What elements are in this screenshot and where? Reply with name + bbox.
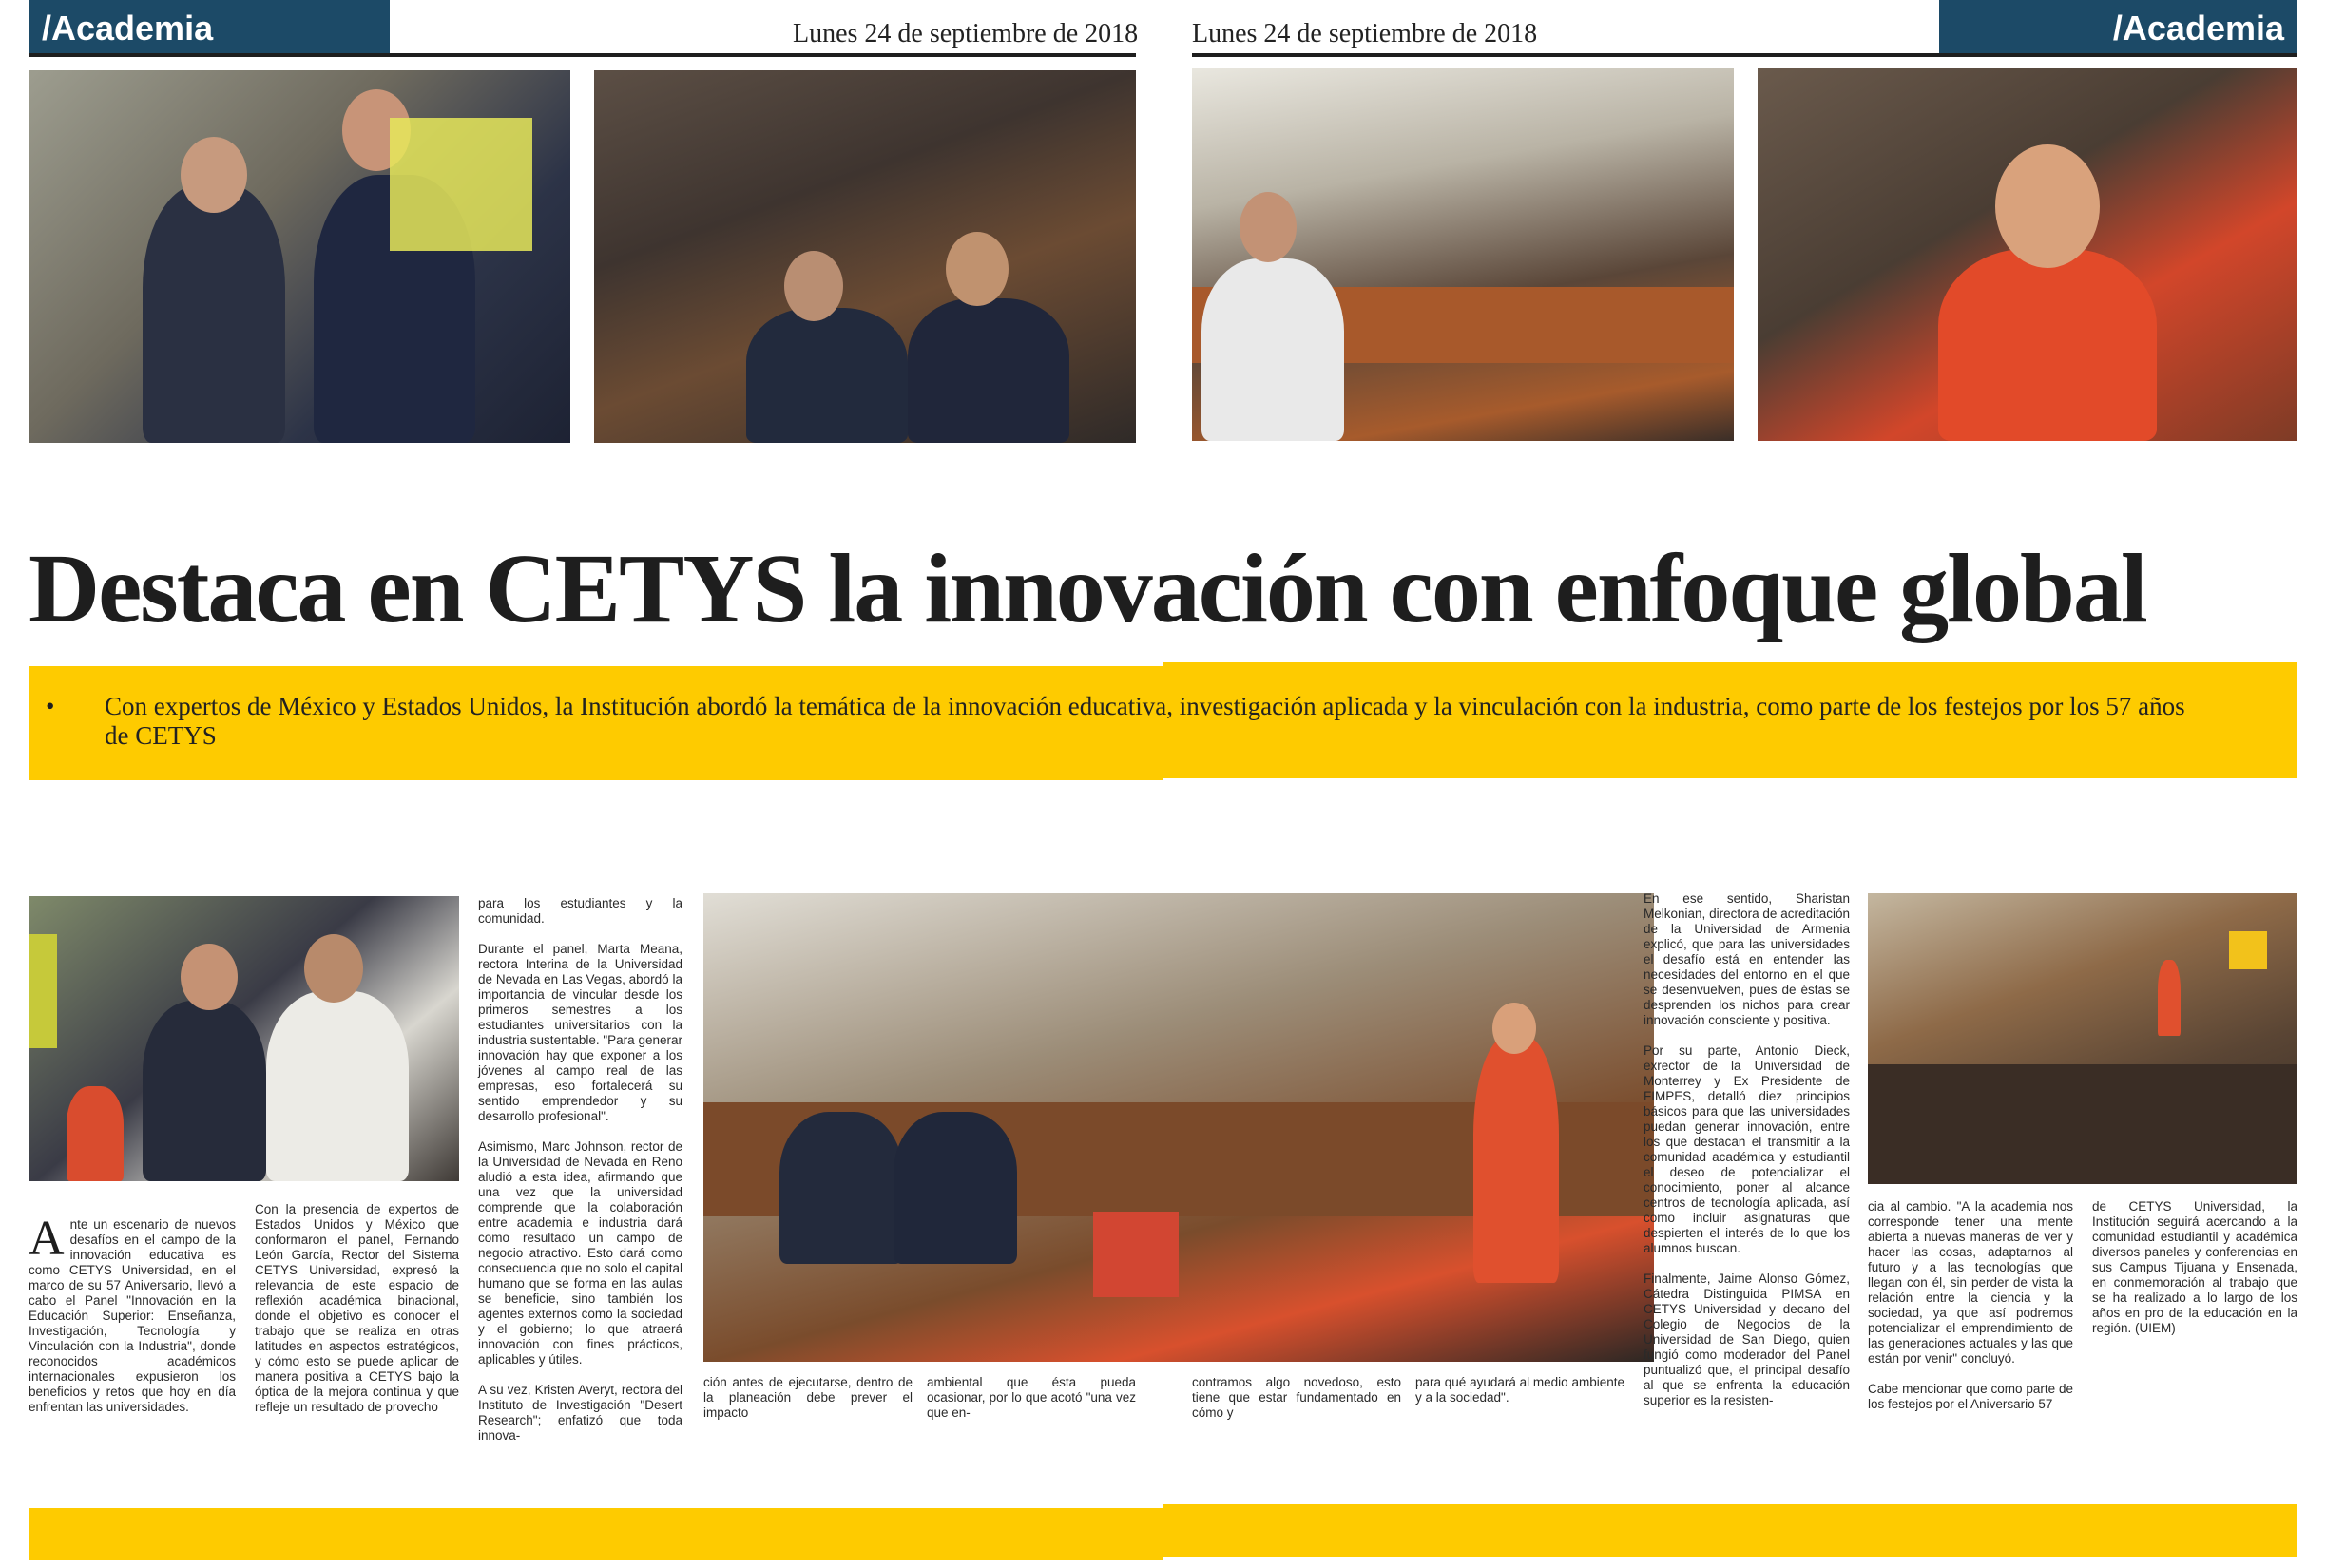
- photo-handshake-book: [29, 70, 570, 443]
- body-column-7: para qué ayudará al medio ambiente y a la sociedad".: [1415, 1375, 1624, 1405]
- body-column-4: ción antes de ejecutarse, dentro de la planeación debe prever el impacto: [703, 1375, 913, 1420]
- body-column-8: En ese sentido, Sharistan Melkonian, directora de acreditación de la Universidad de Armenia explicó, que para las universidades el desafío está en entender las necesidades del entorno en el que se desenvuelven, pues de éstas se desprenden los nichos para crear innovación consciente y positiva. Por su parte, Antonio Dieck, exrector de la Universidad de Monterrey y Ex Presidente de FIMPES, detalló diez principios básicos para que las universidades puedan generar innovación, entre los que destacan el transmitir a la comunidad académica y estudiantil el deseo de potencializar el conocimiento, poner al alcance centros de tecnología aplicada, así como incluir asignaturas que despierten el interés de lo que los alumnos buscan. Finalmente, Jaime Alonso Gómez, Cátedra Distinguida PIMSA en CETYS Universidad y decano del Colegio de Negocios de la Universidad de San Diego, quien fungió como moderador del Panel puntualizó que, el principal desafío al que se enfrenta la educación superior es la resisten-: [1644, 891, 1850, 1407]
- date-right: Lunes 24 de septiembre de 2018: [1192, 19, 1538, 48]
- body-column-10: de CETYS Universidad, la Institución seguirá acercando a la comunidad estudiantil y académica diversos paneles y conferencias en sus Campus Tijuana y Ensenada, en conmemoración al trabajo que se ha realizado a lo largo de los años en pro de la educación en la región. (UIEM): [2092, 1199, 2297, 1335]
- photo-speaker-woman: [1758, 68, 2297, 441]
- body-column-2: Con la presencia de expertos de Estados Unidos y México que conformaron el panel, Fernando León García, Rector del Sistema CETYS Universidad, expresó la relevancia de este espacio de reflexión académica binacional, donde el objetivo es conocer el trabajo que se realiza en otras latitudes en aspectos estratégicos, y cómo esto se puede aplicar de manera positiva a CETYS bajo la óptica de la mejora continua y que refleje un resultado de provecho: [255, 1202, 459, 1414]
- section-tab-right: [1939, 0, 2297, 55]
- section-label: /Academia: [42, 9, 214, 48]
- header-rule-right: [1192, 53, 2297, 57]
- photo-panel-audience: [594, 70, 1136, 443]
- section-label: /Academia: [2112, 9, 2284, 48]
- photo-auditorium-panel: [1868, 893, 2297, 1184]
- lead-text: Con expertos de México y Estados Unidos, la Institución abordó la temática de la innovación educativa, investigación aplicada y la vinculación con la industria, como parte de los festejos por los 57 años de CETYS: [105, 692, 2185, 750]
- headline: Destaca en CETYS la innovación con enfoque global: [29, 534, 2146, 643]
- body-column-6: contramos algo novedoso, esto tiene que estar fundamentado en cómo y: [1192, 1375, 1401, 1420]
- lead-bullet: •: [46, 692, 55, 720]
- body-column-5: ambiental que ésta pueda ocasionar, por lo que acotó "una vez que en-: [927, 1375, 1136, 1420]
- body-column-9: cia al cambio. "A la academia nos corresponde tener una mente abierta a nuevas maneras de ver y hacer las cosas, adaptarnos al futuro y a las tecnologías que llegan con él, sin perder de vista la relación entre la ciencia y la sociedad, ya que así podremos potencializar el emprendimiento de las generaciones actuales y las que están por venir" concluyó. Cabe mencionar que como parte de los festejos por el Aniversario 57: [1868, 1199, 2073, 1411]
- footer-band-left: [29, 1508, 1163, 1560]
- date-left: Lunes 24 de septiembre de 2018: [793, 19, 1139, 48]
- photo-auditorium-wide: [1192, 68, 1734, 441]
- dropcap: A: [29, 1212, 65, 1266]
- footer-band-right: [1163, 1504, 2297, 1557]
- photo-speaker-auditorium: [703, 893, 1654, 1362]
- body-column-3: para los estudiantes y la comunidad. Durante el panel, Marta Meana, rectora Interina de la Universidad de Nevada en Las Vegas, abordó la importancia de vincular desde los primeros semestres a los estudiantes universitarios con la industria sustentable. "Para generar innovación hay que exponer a los jóvenes al campo real de las empresas, eso fortalecerá su sentido emprendedor y su desarrollo profesional". Asimismo, Marc Johnson, rector de la Universidad de Nevada en Reno aludió a esta idea, afirmando que una vez que la universidad comprende que la colaboración entre academia e industria dará como resultado un campo de negocio atractivo. Esto dará como consecuencia que no solo el capital humano que se forma en las aulas se beneficie, sino también los agentes externos como la sociedad y el gobierno; lo que atraerá innovación con fines prácticos, aplicables y útiles. A su vez, Kristen Averyt, rectora del Instituto de Investigación "Desert Research"; enfatizó que toda innova-: [478, 896, 682, 1443]
- photo-handshake-woman: [29, 896, 459, 1181]
- header-rule-left: [29, 53, 1136, 57]
- body-text: nte un escenario de nuevos desafíos en el campo de la innovación educativa es como CETYS Universidad, en el marco de su 57 Aniversario, llevó a cabo el Panel "Innovación en la Educación Superior: Enseñanza, Investigación, Tecnología y Vinculación con la Industria", donde reconocidos académicos internacionales expusieron los beneficios y retos que hoy en día enfrentan las universidades.: [29, 1217, 236, 1414]
- body-column-1: [29, 1202, 236, 1415]
- section-tab-left: [29, 0, 390, 55]
